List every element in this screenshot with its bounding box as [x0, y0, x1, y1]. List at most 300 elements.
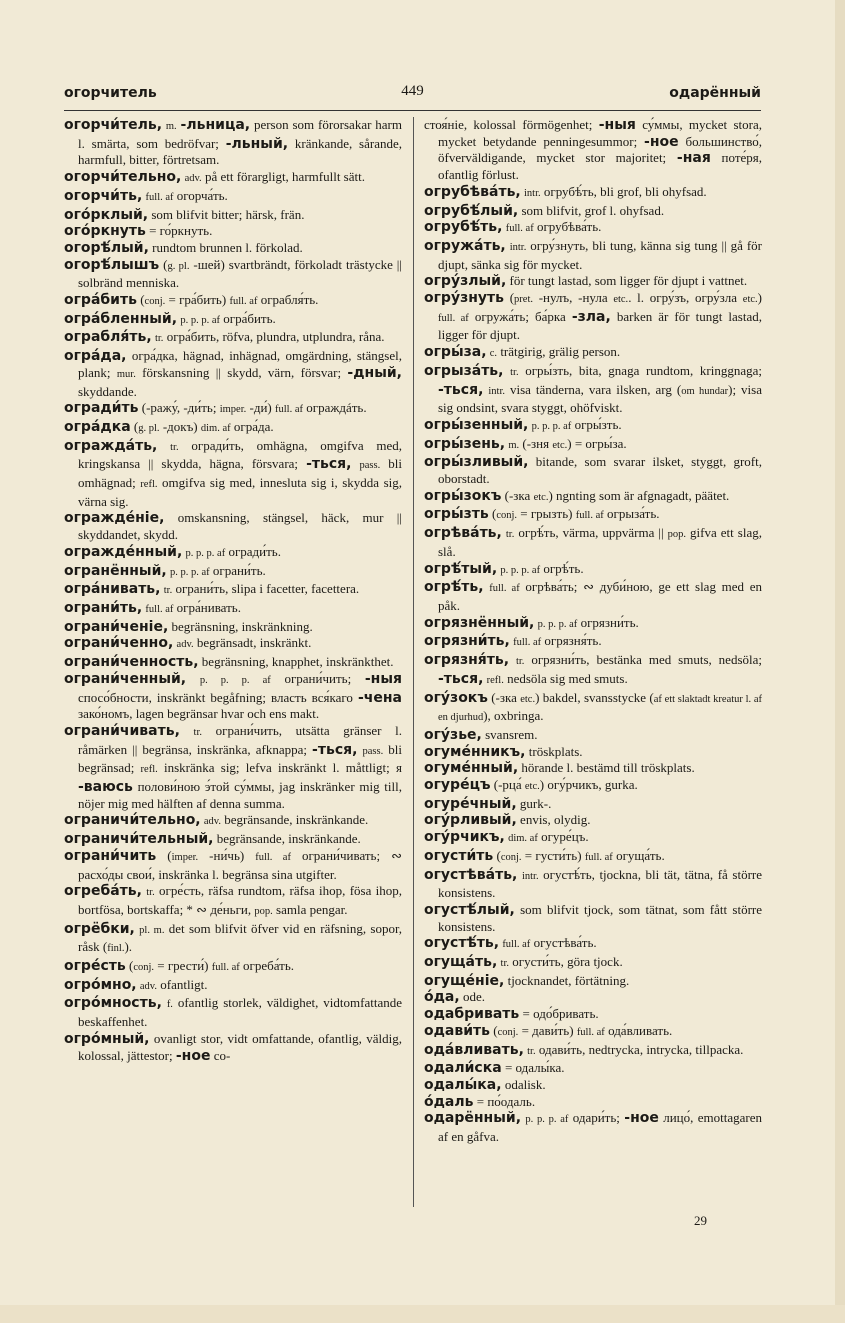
grammar-note: p. p. p. af: [531, 420, 572, 432]
entry-headword: огрыза́ть,: [424, 362, 504, 379]
entry-text: det som blifvit öfver vid en räfsning, sopor, råsk (: [78, 920, 402, 955]
grammar-note: tr.: [163, 585, 173, 597]
entry-headword: огорѣ́лышъ: [64, 256, 160, 273]
grammar-note: pop.: [667, 529, 687, 541]
entry-text: ofantligt.: [156, 976, 208, 992]
entry-form: -ныя: [364, 670, 402, 687]
page-number: 449: [401, 83, 424, 99]
entry-headword: огуща́ть,: [424, 954, 498, 971]
entry-headword: ограни́чивать,: [64, 722, 180, 739]
entry-form: -ное: [624, 1110, 659, 1127]
grammar-note: af ett slaktadt kreatur l. af en djurhud: [438, 693, 762, 724]
dictionary-entry: [424, 1023, 762, 1042]
entry-text: rundtom brunnen l. förkolad.: [152, 239, 303, 255]
dictionary-entry: [64, 117, 402, 169]
entry-text: -шей) svartbrändt, förkoladt trästycke || solbränd menniska.: [78, 256, 402, 291]
entry-headword: огро́мный,: [64, 1030, 150, 1047]
entry-text: bli begränsad;: [78, 741, 402, 776]
entry-text: огради́ть.: [225, 543, 281, 559]
grammar-note: pass.: [362, 745, 384, 757]
entry-headword: ограничи́тельно,: [64, 812, 201, 829]
grammar-note: mur.: [116, 368, 136, 380]
grammar-note: om hundar: [681, 385, 729, 397]
grammar-note: tr.: [154, 333, 164, 345]
grammar-note: full. af: [211, 962, 240, 974]
entry-text: trätgirig, grälig person.: [497, 344, 621, 360]
entry-text: = дави́ть): [518, 1022, 577, 1038]
dictionary-entry: [424, 935, 762, 954]
entry-headword: огуре́цъ: [424, 777, 491, 794]
dictionary-entry: [424, 488, 762, 507]
grammar-note: imper.: [219, 404, 247, 416]
entry-text: ограни́чить;: [270, 670, 365, 686]
entry-form: -ное: [644, 133, 679, 150]
entry-form: -ться,: [306, 456, 352, 473]
dictionary-entry: [64, 240, 402, 257]
entry-text: ) огу́рчикъ, gurka.: [539, 777, 638, 793]
entry-text: = гра́бить): [165, 292, 230, 308]
entry-text: som blifvit tjock, som tätnat, som fått större konsistens.: [438, 901, 762, 934]
grammar-note: etc.: [533, 491, 549, 503]
entry-text: tröskplats.: [528, 743, 583, 759]
entry-text: bitande, som svarar ilsket, styggt, groft, oborstadt.: [438, 454, 762, 487]
entry-text: (: [167, 847, 172, 863]
entry-form: -ное: [175, 1047, 211, 1064]
entry-headword: огусти́ть: [424, 847, 494, 864]
grammar-note: intr.: [488, 385, 506, 397]
grammar-note: full. af: [576, 1026, 605, 1038]
grammar-note: pass.: [359, 460, 381, 472]
entry-text: огорча́ть.: [173, 187, 228, 203]
dictionary-entry: [64, 654, 402, 671]
grammar-note: full. af: [513, 637, 542, 649]
entry-text: стоя́ніе, kolossal förmögenhet;: [424, 117, 599, 132]
entry-headword: огражда́ть,: [64, 437, 158, 454]
grammar-note: g. pl.: [167, 260, 190, 272]
grammar-note: tr.: [170, 441, 179, 453]
grammar-note: full. af: [145, 191, 174, 203]
grammar-note: p. p. p. af: [185, 547, 226, 559]
entry-text: gurk-.: [519, 795, 552, 811]
entry-headword: огры́зень,: [424, 435, 506, 452]
entry-headword: огра́нивать,: [64, 581, 161, 598]
dictionary-entry: [424, 954, 762, 973]
entry-text: omskansning, stängsel, häck, mur || skyddandet, skydd.: [78, 510, 402, 543]
entry-text: (: [493, 1022, 498, 1038]
grammar-note: full. af: [229, 296, 258, 308]
grammar-note: full. af: [502, 939, 531, 951]
entry-text: (-зка: [491, 689, 521, 705]
entry-text: одави́ть, nedtrycka, intrycka, tillpacka.: [535, 1041, 744, 1057]
grammar-note: etc.: [742, 294, 758, 306]
entry-form: -ться,: [312, 741, 358, 758]
entry-headword: огуще́ніе,: [424, 972, 505, 989]
entry-text: = густи́ть): [521, 847, 585, 863]
grammar-note: conj.: [133, 962, 155, 974]
header-right-guideword: одарённый: [669, 85, 761, 101]
entry-text: огрыза́ть.: [603, 506, 660, 522]
dictionary-entry: [424, 1060, 762, 1077]
entry-text: på ett förargligt, harmfullt sätt.: [201, 169, 365, 185]
entry-text: зако́номъ, lagen begränsar hvar och ens makt.: [78, 706, 320, 722]
dictionary-entry: [64, 995, 402, 1030]
entry-text: barken är för tungt lastad, ligger för djupt.: [438, 308, 762, 343]
entry-headword: огранённый,: [64, 562, 167, 579]
entry-text: begränsning, inskränkning.: [171, 618, 313, 634]
grammar-note: p. p. p. af: [525, 1114, 569, 1126]
dictionary-entry: [64, 1031, 402, 1064]
entry-headword: огорчи́ть,: [64, 187, 143, 204]
entry-text: begränsning, knapphet, inskränkthet.: [201, 654, 394, 670]
dictionary-entry: [424, 633, 762, 652]
entry-headword: огу́рчикъ,: [424, 829, 505, 846]
entry-form: -льный,: [225, 135, 289, 152]
entry-text: огре́сть, räfsa rundtom, räfsa ihop, fösa ihop, bortfösa, bortskaffa; * ∾ де́ньги,: [78, 883, 402, 917]
dictionary-entry: [424, 796, 762, 813]
grammar-note: conj.: [496, 510, 518, 522]
dictionary-entry: [424, 417, 762, 436]
grammar-note: tr.: [515, 656, 525, 668]
entry-text: огры́зть, bita, gnaga rundtom, kringgnaga;: [518, 362, 762, 378]
grammar-note: c.: [489, 348, 498, 360]
entry-headword: огрязнённый,: [424, 614, 535, 631]
right-column: [424, 117, 762, 1209]
left-column: [64, 117, 402, 1209]
entry-text: огра́да.: [230, 418, 274, 434]
entry-headword: огорѣ́лый,: [64, 239, 149, 256]
entry-text: ) = огры́за.: [567, 435, 627, 451]
entry-text: samla pengar.: [272, 901, 348, 917]
grammar-note: conj.: [500, 851, 522, 863]
entry-text: огуре́цъ.: [537, 829, 589, 845]
entry-text: огра́дка, hägnad, inhägnad, omgärdning, stängsel, plank;: [78, 348, 402, 380]
dictionary-entry: [424, 690, 762, 727]
dictionary-entry: [64, 188, 402, 207]
entry-text: огружа́ть; ба́рка: [468, 308, 572, 324]
dictionary-entry: [64, 619, 402, 636]
dictionary-entry: [424, 525, 762, 560]
entry-headword: огрубѣ́ть,: [424, 219, 503, 236]
dictionary-entry: [64, 419, 402, 438]
entry-text: ограни́чить, utsätta gränser l. råmärken || begränsa, inskränka, afknappa;: [78, 722, 402, 757]
entry-text: огрубѣва́ть.: [533, 219, 602, 235]
entry-text: (: [496, 847, 501, 863]
entry-headword: огрязня́ть,: [424, 652, 510, 669]
entry-headword: ого́ркнуть: [64, 223, 146, 240]
dictionary-entry: [64, 958, 402, 977]
entry-headword: одарённый,: [424, 1110, 522, 1127]
entry-text: som blifvit, grof l. ohyfsad.: [521, 202, 665, 218]
grammar-note: tr.: [510, 366, 519, 378]
entry-text: огра́бить.: [219, 310, 276, 326]
dictionary-entry: [424, 273, 762, 290]
entry-text: ofantlig storlek, väldighet, vidtomfattande beskaffenhet.: [78, 995, 402, 1030]
entry-text: ограбля́ть.: [257, 292, 319, 308]
entry-text: со-: [210, 1047, 231, 1063]
entry-headword: огро́мно,: [64, 976, 137, 993]
entry-text: begränsande, inskränkande.: [216, 831, 361, 847]
grammar-note: full. af: [438, 312, 469, 324]
grammar-note: intr.: [521, 870, 539, 882]
entry-headword: огрубѣ́лый,: [424, 202, 519, 219]
entry-headword: огра́бить: [64, 292, 137, 309]
grammar-note: tr.: [500, 958, 509, 970]
dictionary-entry: [64, 207, 402, 224]
entry-headword: огражде́ніе,: [64, 510, 165, 527]
entry-form: -ться,: [438, 670, 484, 687]
entry-text: огрубѣ́ть, bli grof, bli ohyfsad.: [540, 183, 707, 199]
grammar-note: p. p. p. af: [199, 674, 271, 686]
entry-text: спосо́бности, inskränkt begåfning; власть вся́каго: [78, 689, 358, 705]
grammar-note: conj.: [497, 1026, 519, 1038]
signature-mark: 29: [694, 1213, 707, 1228]
grammar-note: tr.: [527, 1045, 536, 1057]
entry-text: -нулъ, -нула: [533, 290, 614, 306]
grammar-note: finl.: [107, 943, 125, 955]
entry-text: begränsande, inskränkande.: [221, 812, 369, 828]
entry-text: nedsöla sig med smuts.: [503, 670, 628, 686]
dictionary-entry: [424, 203, 762, 220]
entry-headword: ода́вливать,: [424, 1041, 524, 1058]
dictionary-entry: [64, 921, 402, 958]
entry-text: огрязня́ть.: [541, 633, 602, 649]
grammar-note: refl.: [486, 674, 504, 686]
dictionary-entry: [64, 400, 402, 419]
entry-text: огустѣ́ть, tjockna, bli tät, tätna, få större konsistens.: [438, 866, 762, 901]
dictionary-entry: [424, 290, 762, 344]
entry-text: су́ммы, mycket stora, mycket betydande penningesummor;: [438, 117, 762, 149]
entry-text: огрязни́ть.: [577, 614, 639, 630]
entry-text: -докъ): [159, 418, 201, 434]
dictionary-entry: [64, 883, 402, 920]
entry-text: лицо́, emottagaren af en gåfva.: [438, 1110, 762, 1145]
entry-form: -чена: [357, 689, 402, 706]
entry-text: огрѣ́ть, värma, uppvärma ||: [514, 525, 668, 541]
dictionary-entry: [424, 219, 762, 238]
dictionary-entry: [424, 579, 762, 614]
entry-headword: огружа́ть,: [424, 237, 506, 254]
entry-text: огрязни́ть, bestänka med smuts, nedsöla;: [524, 652, 762, 668]
grammar-note: intr.: [509, 241, 527, 253]
entry-headword: ограни́ченный,: [64, 670, 187, 687]
entry-text: (: [133, 418, 139, 434]
entry-text: огустѣва́ть.: [530, 935, 597, 951]
grammar-note: pop.: [254, 905, 273, 917]
dictionary-entry: [424, 777, 762, 796]
dictionary-entry: [424, 1042, 762, 1061]
entry-text: ).: [124, 939, 133, 955]
dictionary-entry: [64, 329, 402, 348]
dictionary-entry: [424, 117, 762, 184]
column-divider: [413, 117, 414, 1207]
entry-headword: ограничи́тельный,: [64, 831, 214, 848]
entry-headword: одави́ть: [424, 1022, 491, 1039]
running-header: [64, 80, 761, 110]
entry-headword: огрѣ́ть,: [424, 579, 484, 596]
entry-text: (-ражу́, -ди́ть;: [141, 400, 220, 416]
grammar-note: etc.: [520, 693, 536, 705]
entry-text: hörande l. bestämd till tröskplats.: [521, 760, 695, 776]
entry-text: svansrem.: [485, 726, 538, 742]
entry-headword: огро́мность,: [64, 995, 162, 1012]
entry-headword: ограбля́ть,: [64, 329, 152, 346]
entry-text: begränsadt, inskränkt.: [193, 635, 312, 651]
entry-text: visa tänderna, vara ilsken, arg (: [505, 381, 682, 397]
grammar-note: m.: [165, 121, 177, 132]
dictionary-entry: [424, 829, 762, 848]
entry-text: odalisk.: [504, 1076, 546, 1092]
grammar-note: adv.: [203, 816, 221, 828]
entry-headword: огражде́нный,: [64, 543, 183, 560]
entry-text: большинство́, öfverväldigande, mycket stor majoritet;: [438, 133, 762, 166]
grammar-note: adv.: [139, 980, 157, 992]
entry-headword: одабривать: [424, 1006, 520, 1023]
dictionary-entry: [64, 169, 402, 188]
entry-text: огрѣ́ть.: [540, 560, 584, 576]
entry-form: -ваюсь: [78, 779, 133, 796]
dictionary-entry: [424, 867, 762, 902]
entry-headword: огу́рливый,: [424, 812, 517, 829]
grammar-note: dim. af: [200, 422, 231, 434]
dictionary-entry: [64, 831, 402, 848]
entry-text: полови́ною э́той су́ммы, jag inskränker mig till, nöjer mig med hälften af denna summa.: [78, 779, 402, 811]
dictionary-entry: [64, 723, 402, 813]
dictionary-entry: [424, 363, 762, 417]
grammar-note: p. p. p. af: [500, 564, 541, 576]
entry-text: bli omhägnad;: [78, 456, 402, 491]
entry-headword: о́даль: [424, 1093, 474, 1110]
entry-text: -ди́): [246, 400, 275, 416]
dictionary-entry: [64, 977, 402, 996]
entry-text: tjocknandet, förtätning.: [507, 972, 630, 988]
entry-headword: одали́ска: [424, 1060, 502, 1077]
entry-text: огра́нивать.: [173, 599, 241, 615]
grammar-note: adv.: [176, 639, 194, 651]
entry-headword: огру́злый,: [424, 273, 507, 290]
grammar-note: etc.: [613, 294, 629, 306]
entry-text: = го́ркнуть.: [149, 223, 213, 239]
entry-headword: огрѣва́ть,: [424, 525, 502, 542]
entry-headword: огры́зть: [424, 506, 489, 523]
dictionary-entry: [424, 744, 762, 761]
entry-headword: огра́бленный,: [64, 310, 178, 327]
grammar-note: etc.: [524, 781, 540, 793]
entry-headword: огреба́ть,: [64, 883, 142, 900]
entry-headword: огрубѣва́ть,: [424, 183, 521, 200]
grammar-note: p. p. p. af: [180, 314, 220, 326]
grammar-note: f.: [166, 999, 173, 1011]
entry-text: огрѣва́ть; ∾ дуби́ною, ge ett slag med en påk.: [438, 579, 762, 613]
entry-headword: огрёбки,: [64, 920, 135, 937]
entry-text: [351, 456, 359, 471]
entry-text: gifva ett slag, slå.: [438, 525, 762, 559]
entry-text: (: [140, 292, 145, 308]
entry-text: ) ngnting som är afgnagadt, päätet.: [548, 487, 730, 503]
dictionary-entry: [64, 812, 402, 831]
entry-text: = грести́): [154, 958, 212, 974]
entry-text: огуща́ть.: [612, 847, 665, 863]
entry-headword: огры́зливый,: [424, 454, 529, 471]
entry-headword: одалы́ка,: [424, 1076, 502, 1093]
entry-headword: ограни́ть,: [64, 599, 143, 616]
entry-form: -дный,: [347, 364, 402, 381]
dictionary-entry: [424, 506, 762, 525]
dictionary-entry: [424, 344, 762, 363]
entry-text: = по́одаль.: [476, 1093, 536, 1109]
dictionary-entry: [424, 1094, 762, 1111]
entry-text: = одо́бривать.: [522, 1006, 599, 1022]
page-edge-right: [835, 0, 845, 1323]
grammar-note: m.: [508, 439, 520, 451]
dictionary-entry: [424, 1006, 762, 1023]
dictionary-entry: [64, 563, 402, 582]
entry-text: som blifvit bitter; härsk, frän.: [151, 206, 305, 222]
entry-text: = грызть): [517, 506, 576, 522]
entry-text: огреба́ть.: [239, 958, 295, 974]
entry-text: ода́вливать.: [604, 1022, 673, 1038]
entry-text: ) bakdel, svansstycke (: [535, 689, 654, 705]
entry-headword: огрѣ́тый,: [424, 560, 498, 577]
header-rule: [64, 110, 761, 111]
grammar-note: intr.: [524, 187, 541, 199]
grammar-note: full. af: [255, 851, 291, 863]
entry-text: (-рца́: [493, 777, 525, 793]
entry-headword: огры́зенный,: [424, 416, 529, 433]
entry-text: огры́зть.: [571, 416, 622, 432]
entry-text: огру́знуть, bli tung, känna sig tung || gå för djupt, sänka sig för mycket.: [438, 237, 762, 272]
entry-form: -зла,: [571, 308, 611, 325]
grammar-note: full. af: [505, 223, 534, 235]
entry-headword: ограни́чить: [64, 847, 157, 864]
entry-text: ovanligt stor, vidt omfattande, ofantlig, väldig, kolossal, jättestor;: [78, 1030, 402, 1063]
entry-headword: огуме́нникъ,: [424, 743, 526, 760]
entry-text: kränkande, sårande, harmfull, bitter, förtretsam.: [78, 135, 402, 168]
entry-text: (: [128, 958, 134, 974]
entry-form: -ная: [676, 150, 711, 167]
dictionary-entry: [424, 1110, 762, 1145]
entry-headword: огрязни́ть,: [424, 633, 510, 650]
entry-text: поте́ря, ofantlig förlust.: [438, 150, 762, 183]
entry-text: ): [757, 290, 762, 306]
dictionary-entry: [424, 1077, 762, 1094]
dictionary-entry: [64, 292, 402, 311]
grammar-note: g. pl.: [138, 422, 160, 434]
entry-text: envis, olydig.: [520, 812, 591, 828]
entry-form: -ться,: [438, 381, 484, 398]
dictionary-entry: [64, 311, 402, 330]
dictionary-entry: [64, 848, 402, 883]
grammar-note: p. p. p. af: [169, 566, 210, 578]
entry-headword: огу́зье,: [424, 726, 482, 743]
dictionary-entry: [424, 436, 762, 455]
entry-text: -ни́чь): [198, 847, 256, 863]
entry-headword: ограни́ченно,: [64, 635, 174, 652]
grammar-note: full. af: [145, 603, 174, 615]
entry-text: огра́бить, röfva, plundra, utplundra, råna.: [163, 329, 385, 345]
dictionary-entry: [424, 238, 762, 273]
entry-headword: ограни́ченіе,: [64, 618, 169, 635]
entry-text: för tungt lastad, som ligger för djupt i vattnet.: [509, 273, 748, 289]
entry-headword: ограни́ченность,: [64, 654, 199, 671]
entry-headword: огустѣва́ть,: [424, 866, 518, 883]
entry-text: (: [509, 290, 515, 306]
entry-text: одари́ть;: [568, 1110, 625, 1126]
grammar-note: tr.: [505, 529, 515, 541]
entry-text: (: [163, 256, 168, 272]
entry-headword: огуре́чный,: [424, 795, 517, 812]
dictionary-entry: [424, 727, 762, 744]
grammar-note: full. af: [275, 404, 303, 416]
